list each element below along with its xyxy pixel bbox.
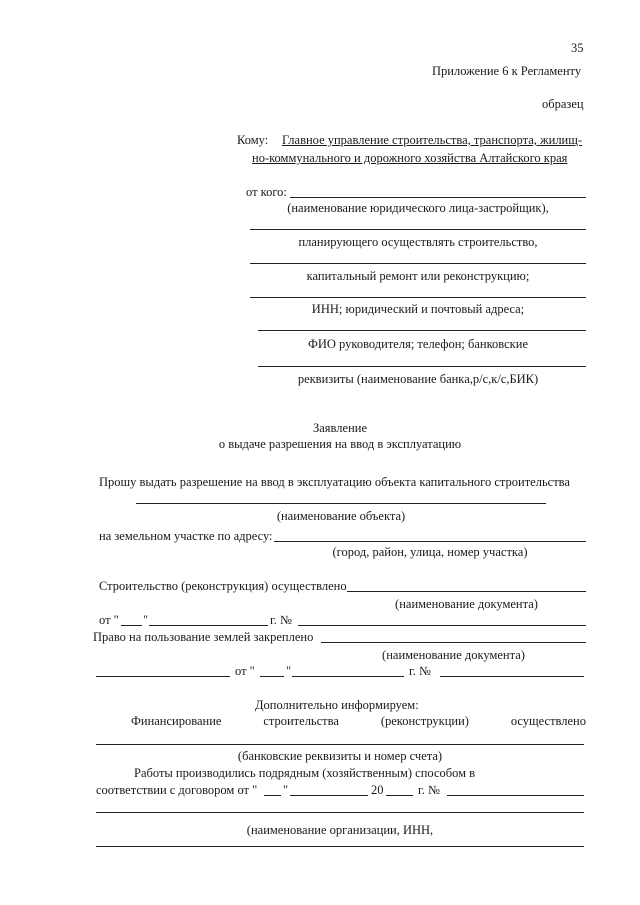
bank-details-caption: (банковские реквизиты и номер счета) — [237, 749, 443, 763]
from-line-4[interactable] — [250, 297, 586, 298]
appendix-label: Приложение 6 к Регламенту — [432, 64, 582, 78]
contract-day-field-line[interactable] — [264, 795, 281, 796]
contract-year-field-line[interactable] — [386, 795, 413, 796]
document-subtitle: о выдаче разрешения на ввод в эксплуатацию — [218, 437, 462, 451]
page-number: 35 — [571, 41, 584, 55]
financing-line — [131, 714, 586, 729]
bank-details-field-line[interactable] — [96, 744, 584, 745]
date-quote-2: " — [286, 664, 292, 678]
contract-quote: " — [283, 783, 289, 797]
from-line-2[interactable] — [250, 229, 586, 230]
from-line-5[interactable] — [258, 330, 586, 331]
contract-month-field-line[interactable] — [290, 795, 368, 796]
from-caption-3: капитальный ремонт или реконструкцию; — [306, 269, 530, 283]
contract-number-label: г. № — [418, 783, 440, 797]
to-label: Кому: — [237, 133, 269, 147]
land-address-label: на земельном участке по адресу: — [99, 529, 273, 543]
from-label: от кого: — [246, 185, 287, 199]
date-from-prefix: от " — [99, 613, 119, 627]
from-line-6[interactable] — [258, 366, 586, 367]
from-caption-4: ИНН; юридический и почтовый адреса; — [311, 302, 525, 316]
request-text: Прошу выдать разрешение на ввод в эксплуатацию объекта капитального строительства — [99, 475, 570, 489]
doc-number-field-line-2[interactable] — [440, 676, 584, 677]
organization-caption: (наименование организации, ИНН, — [246, 823, 434, 837]
land-right-field-line[interactable] — [321, 642, 586, 643]
financing-word-3: (реконструкции) — [380, 714, 469, 728]
financing-word-4: осуществлено — [510, 714, 586, 728]
year-number-label-2: г. № — [409, 664, 431, 678]
contract-prefix: соответствии с договором от " — [96, 783, 258, 797]
from-caption-6: реквизиты (наименование банка,р/с,к/с,БИК) — [297, 372, 539, 386]
works-line-1: Работы производились подрядным (хозяйственным) способом в — [134, 766, 476, 780]
address-caption: (город, район, улица, номер участка) — [332, 545, 528, 559]
date-quote: " — [143, 613, 149, 627]
to-line-2: но-коммунального и дорожного хозяйства Алтайского края — [252, 151, 568, 165]
from-field-line[interactable] — [290, 197, 586, 198]
contract-year-prefix: 20 — [371, 783, 384, 797]
day-field-line-2[interactable] — [260, 676, 284, 677]
from-caption-5: ФИО руководителя; телефон; банковские — [308, 337, 528, 351]
land-doc-field-line[interactable] — [96, 676, 230, 677]
construction-field-line[interactable] — [347, 591, 586, 592]
address-field-line[interactable] — [274, 541, 586, 542]
document-title: Заявление — [312, 421, 367, 435]
sample-label: образец — [542, 97, 584, 111]
from-caption-1: (наименование юридического лица-застройщик), — [287, 201, 549, 215]
to-line-1: Главное управление строительства, транспорта, жилищ- — [282, 133, 583, 147]
organization-field-line[interactable] — [96, 812, 584, 813]
day-field-line[interactable] — [121, 625, 142, 626]
land-right-label: Право на пользование землей закреплено — [93, 630, 314, 644]
month-field-line-2[interactable] — [292, 676, 404, 677]
month-field-line[interactable] — [149, 625, 268, 626]
year-number-label: г. № — [270, 613, 292, 627]
object-caption: (наименование объекта) — [276, 509, 406, 523]
organization-field-line-2[interactable] — [96, 846, 584, 847]
date-from-prefix-2: от " — [235, 664, 255, 678]
financing-word-2: строительства — [263, 714, 339, 728]
construction-label: Строительство (реконструкция) осуществлено — [99, 579, 347, 593]
financing-word-1: Финансирование — [131, 714, 222, 728]
from-caption-2: планирующего осуществлять строительство, — [298, 235, 538, 249]
doc-number-field-line[interactable] — [298, 625, 586, 626]
additional-info-label: Дополнительно информируем: — [255, 698, 419, 712]
land-right-doc-caption: (наименование документа) — [382, 648, 525, 662]
object-field-line[interactable] — [136, 503, 546, 504]
contract-number-field-line[interactable] — [447, 795, 584, 796]
from-line-3[interactable] — [250, 263, 586, 264]
construction-doc-caption: (наименование документа) — [395, 597, 538, 611]
